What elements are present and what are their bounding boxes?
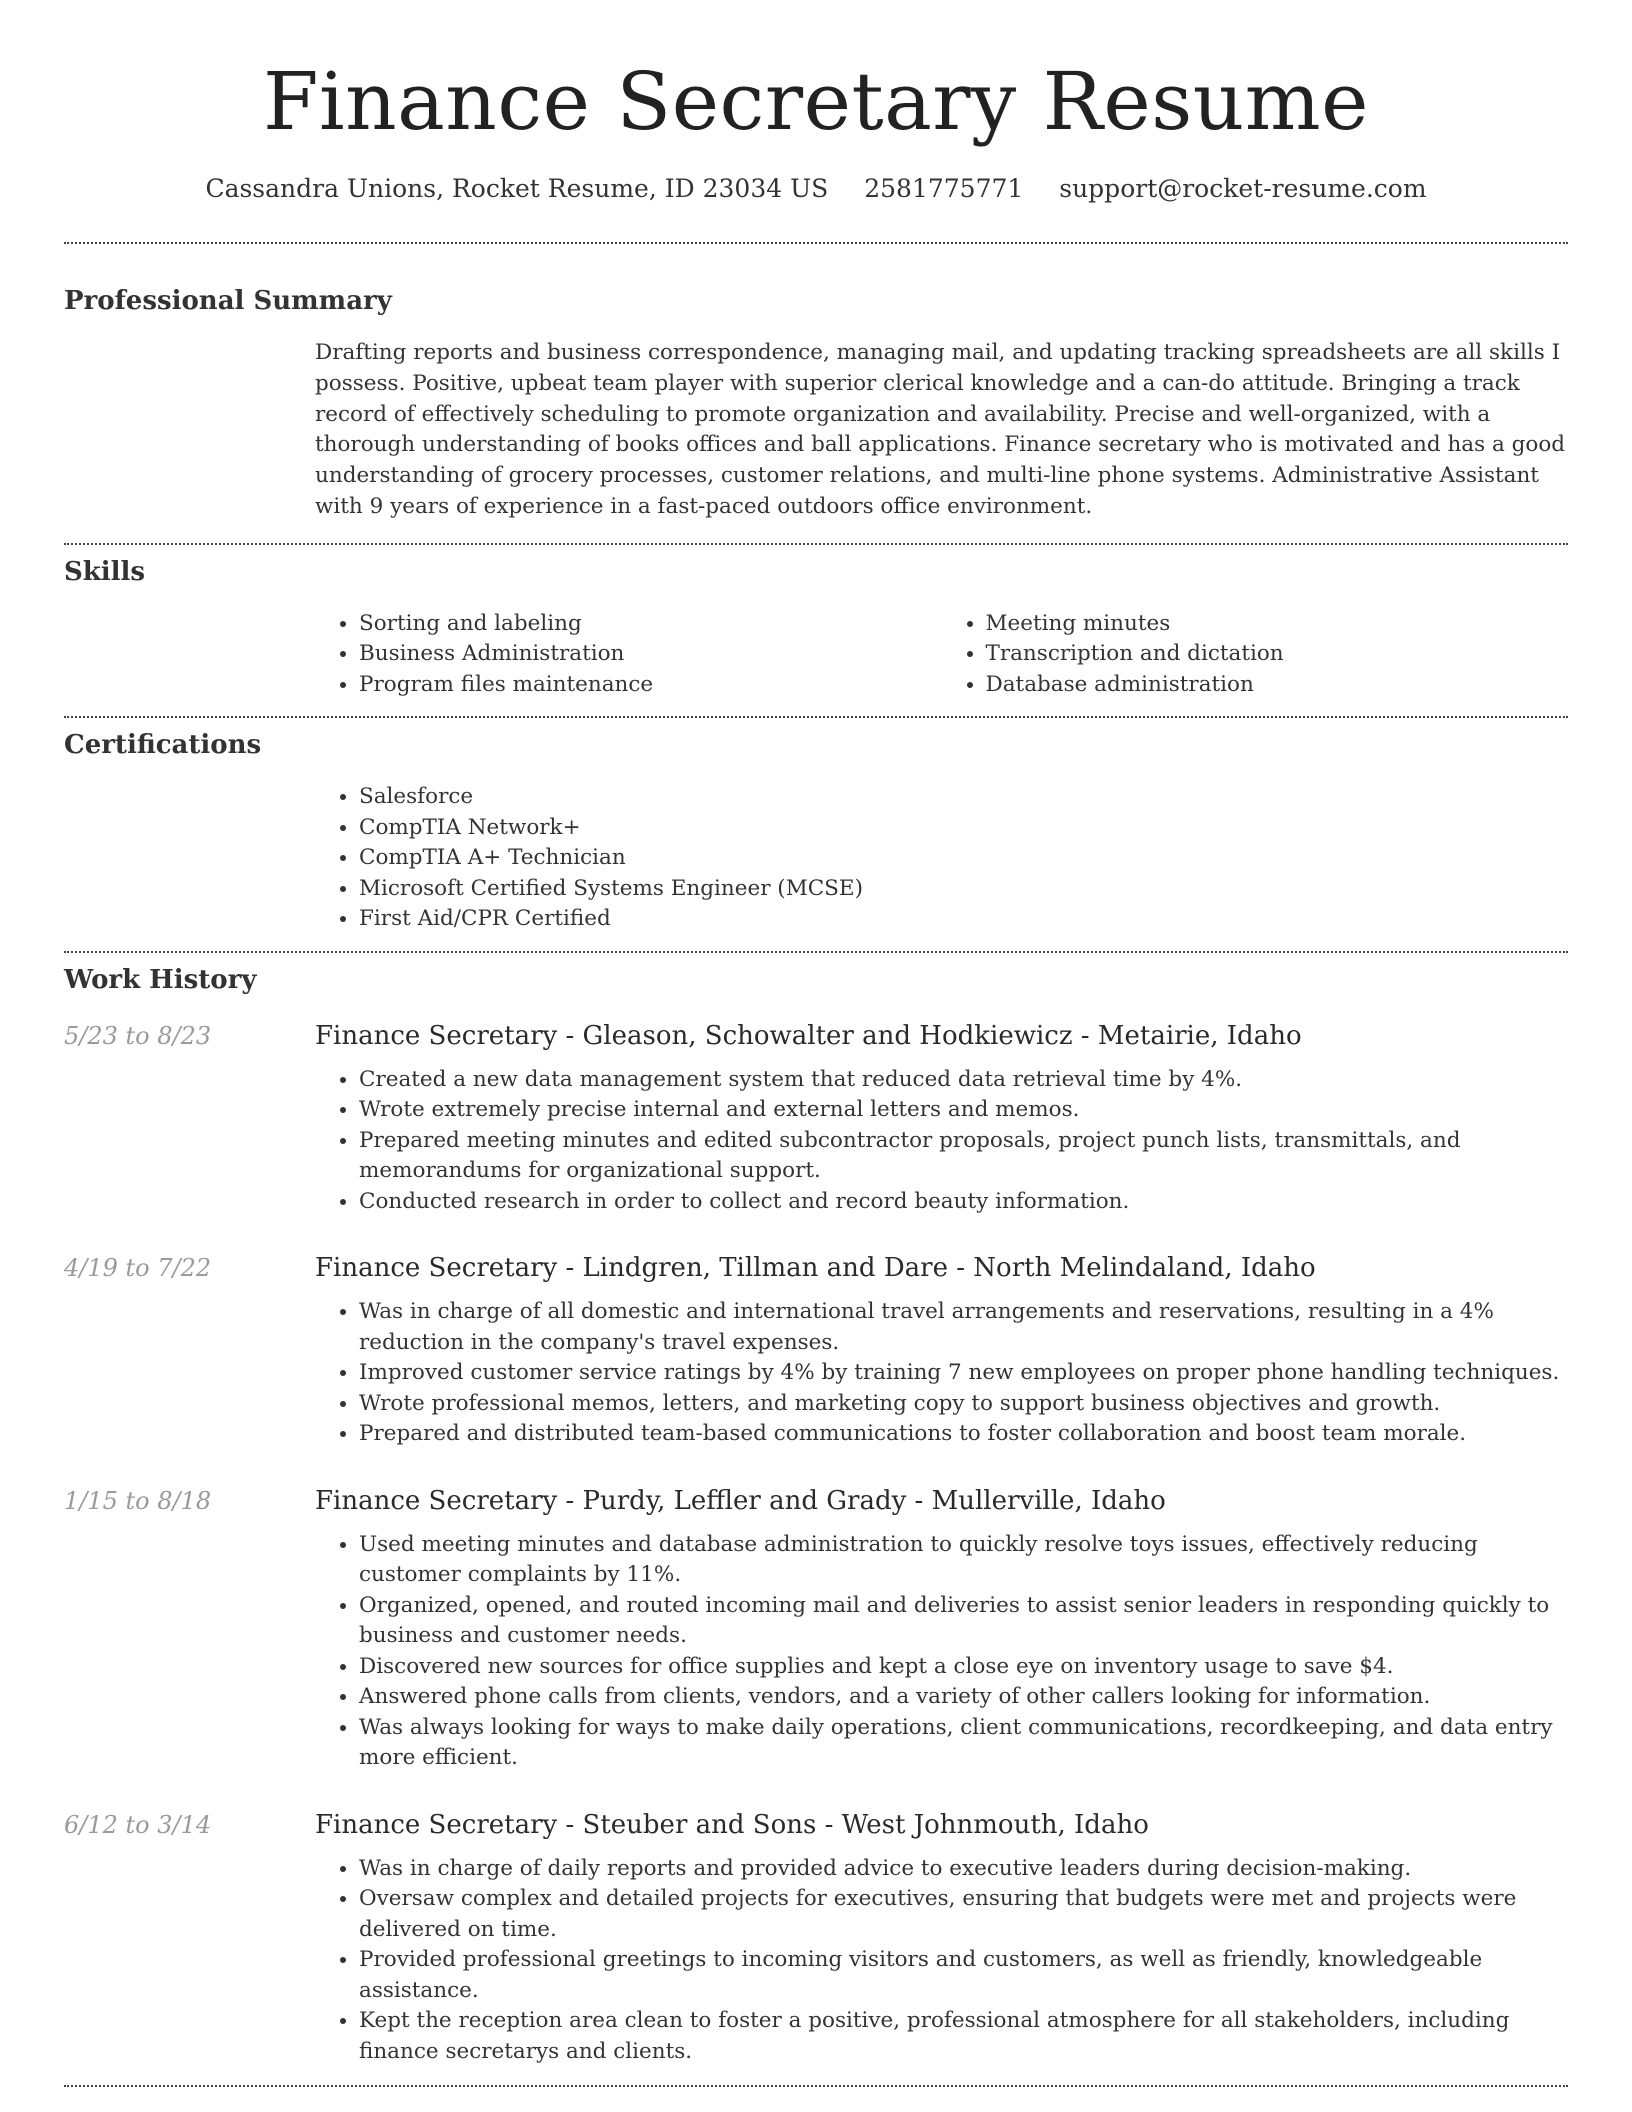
job-bullet: • Wrote extremely precise internal and external letters and memos. (359, 1095, 1568, 1126)
job-bullet: • Wrote professional memos, letters, and marketing copy to support business objectives and growth. (359, 1389, 1568, 1420)
job-dates: 4/19 to 7/22 (64, 1254, 212, 1283)
summary-text: Drafting reports and business correspondence, managing mail, and updating tracking spreadsheets are all skills I possess. Positive, upbeat team player with superior clerical knowledge and a can-do attitude. Bringing a track record of effectively scheduling to promote organization and availability. Precise and well-organized, with a thorough understanding of books offices and ball applications. Finance secretary who is motivated and has a good understanding of grocery processes, customer relations, and multi-line phone systems. Administrative Assistant with 9 years of experience in a fast-paced outdoors office environment. (315, 340, 1566, 519)
skills-section (64, 555, 1568, 701)
job-bullet: • Oversaw complex and detailed projects for executives, ensuring that budgets were met and projects were delivered on time. (359, 1884, 1568, 1945)
skill-item: • Program files maintenance (359, 670, 942, 701)
section-divider (64, 543, 1568, 545)
job-entry (64, 1019, 1568, 1218)
contact-address: Cassandra Unions, Rocket Resume, ID 23034 US (205, 174, 829, 203)
job-bullet: • Created a new data management system that reduced data retrieval time by 4%. (359, 1065, 1568, 1096)
job-bullets (315, 1530, 1568, 1774)
section-divider (64, 951, 1568, 953)
job-bullet: • Was in charge of daily reports and provided advice to executive leaders during decision-making. (359, 1854, 1568, 1885)
job-title: Finance Secretary - Steuber and Sons - West Johnmouth, Idaho (315, 1809, 1149, 1840)
contact-email: support@rocket-resume.com (1059, 174, 1427, 203)
job-bullets (315, 1854, 1568, 2068)
contact-phone: 2581775771 (864, 174, 1024, 203)
job-bullet: • Prepared meeting minutes and edited subcontractor proposals, project punch lists, transmittals, and memorandums for organizational support. (359, 1126, 1568, 1187)
certification-item: • CompTIA A+ Technician (359, 843, 1568, 874)
skill-item: • Business Administration (359, 639, 942, 670)
skill-item: • Meeting minutes (986, 609, 1569, 640)
skills-list-right (942, 609, 1569, 701)
work-history-heading: Work History (64, 964, 257, 995)
certification-item: • Salesforce (359, 782, 1568, 813)
job-bullets (315, 1297, 1568, 1450)
job-dates: 6/12 to 3/14 (64, 1810, 212, 1839)
skills-grid (315, 609, 1568, 701)
certifications-list (315, 782, 1568, 935)
job-bullet: • Was in charge of all domestic and international travel arrangements and reservations, resulting in a 4% reduction in the company's travel expenses. (359, 1297, 1568, 1358)
job-bullet: • Answered phone calls from clients, vendors, and a variety of other callers looking for information. (359, 1682, 1568, 1713)
certification-item: • First Aid/CPR Certified (359, 904, 1568, 935)
job-title: Finance Secretary - Purdy, Leffler and Grady - Mullerville, Idaho (315, 1485, 1166, 1516)
job-bullet: • Kept the reception area clean to foster a positive, professional atmosphere for all stakeholders, including finance secretarys and clients. (359, 2006, 1568, 2067)
job-entry (64, 1808, 1568, 2068)
section-divider (64, 716, 1568, 718)
summary-body (315, 338, 1568, 523)
contact-line (64, 172, 1568, 206)
certifications-heading: Certifications (64, 730, 262, 761)
summary-heading: Professional Summary (64, 286, 392, 316)
certifications-body (315, 782, 1568, 935)
skill-item: • Transcription and dictation (986, 639, 1569, 670)
job-entry (64, 1484, 1568, 1774)
skill-item: • Database administration (986, 670, 1569, 701)
job-bullet: • Improved customer service ratings by 4% by training 7 new employees on proper phone handling techniques. (359, 1358, 1568, 1389)
job-bullet: • Discovered new sources for office supplies and kept a close eye on inventory usage to save $4. (359, 1652, 1568, 1683)
job-bullet: • Organized, opened, and routed incoming mail and deliveries to assist senior leaders in responding quickly to business and customer needs. (359, 1591, 1568, 1652)
job-title: Finance Secretary - Lindgren, Tillman and Dare - North Melindaland, Idaho (315, 1253, 1316, 1284)
skill-item: • Sorting and labeling (359, 609, 942, 640)
work-history-section (64, 963, 1568, 2068)
certification-item: • CompTIA Network+ (359, 813, 1568, 844)
section-divider (64, 242, 1568, 244)
skills-list-left (315, 609, 942, 701)
certifications-section (64, 728, 1568, 935)
job-bullet: • Used meeting minutes and database administration to quickly resolve toys issues, effectively reducing customer complaints by 11%. (359, 1530, 1568, 1591)
job-title: Finance Secretary - Gleason, Schowalter and Hodkiewicz - Metairie, Idaho (315, 1020, 1302, 1051)
job-bullet: • Was always looking for ways to make daily operations, client communications, recordkeeping, and data entry more efficient. (359, 1713, 1568, 1774)
job-entry (64, 1251, 1568, 1450)
job-bullet: • Prepared and distributed team-based communications to foster collaboration and boost team morale. (359, 1419, 1568, 1450)
section-divider (64, 2085, 1568, 2087)
job-bullet: • Conducted research in order to collect and record beauty information. (359, 1187, 1568, 1218)
job-bullets (315, 1065, 1568, 1218)
job-dates: 5/23 to 8/23 (64, 1021, 212, 1050)
skills-heading: Skills (64, 556, 146, 587)
summary-section (64, 284, 1568, 523)
job-dates: 1/15 to 8/18 (64, 1486, 212, 1515)
certification-item: • Microsoft Certified Systems Engineer (MCSE) (359, 874, 1568, 905)
resume-page (64, 0, 1568, 2087)
job-bullet: • Provided professional greetings to incoming visitors and customers, as well as friendly, knowledgeable assistance. (359, 1945, 1568, 2006)
resume-title: Finance Secretary Resume (262, 55, 1370, 148)
